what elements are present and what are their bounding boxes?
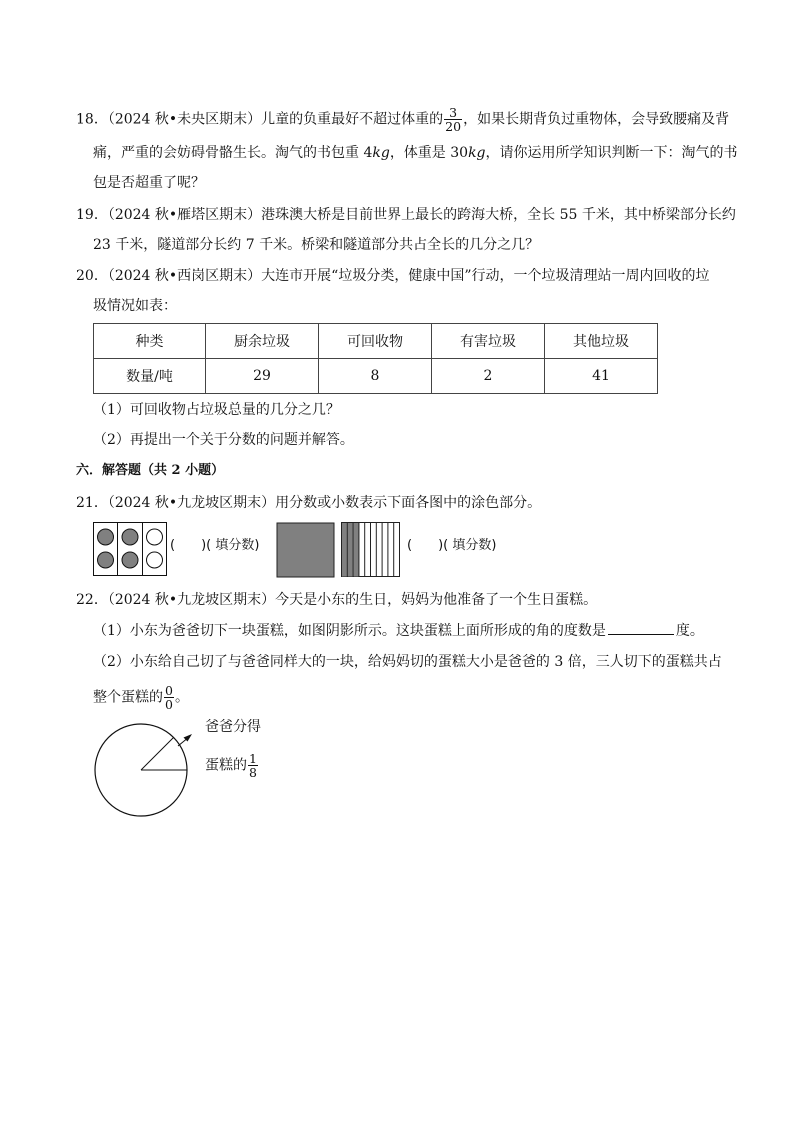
shaded-circle <box>122 529 138 545</box>
table-cell: 41 <box>545 359 658 394</box>
q22-line1 <box>76 590 597 610</box>
q19-line1 <box>76 205 736 225</box>
q22-source: （2024 秋•九龙坡区期末） <box>107 592 276 608</box>
square-figure <box>276 522 336 578</box>
q22-text: 今天是小东的生日，妈妈为他准备了一个生日蛋糕。 <box>275 592 598 608</box>
unit-kg: kg <box>468 145 486 161</box>
q22-sub1 <box>93 620 704 641</box>
q18-text: 痛，严重的会妨碍骨骼生长。淘气的书包重 4 <box>93 145 373 161</box>
q21-number: 21． <box>76 495 108 511</box>
stripes-figure <box>341 522 401 578</box>
table-cell: 数量/吨 <box>94 359 206 394</box>
table-cell: 有害垃圾 <box>432 324 545 359</box>
table-cell: 厨余垃圾 <box>206 324 319 359</box>
answer-blank <box>608 620 674 635</box>
q22-number: 22． <box>76 592 108 608</box>
q19-text: 港珠澳大桥是目前世界上最长的跨海大桥，全长 55 千米，其中桥梁部分长约 <box>261 207 736 223</box>
cake-label-line2 <box>205 752 259 779</box>
q21-line1 <box>76 493 541 513</box>
q19-number: 19． <box>76 207 108 223</box>
q18-text: ，体重是 30 <box>389 145 469 161</box>
q21-source: （2024 秋•九龙坡区期末） <box>107 495 276 511</box>
q18-text: ，如果长期背负过重物体，会导致腰痛及背 <box>463 111 730 128</box>
q20-sub1: （1）可回收物占垃圾总量的几分之几？ <box>93 402 340 418</box>
shaded-square <box>277 523 334 577</box>
empty-circle <box>147 529 163 545</box>
shaded-circle <box>122 552 138 568</box>
q18-fraction <box>444 106 462 133</box>
fraction-numerator: 0 <box>165 683 173 698</box>
table-cell: 种类 <box>94 324 206 359</box>
q21-blank1: ( )( 填分数) <box>170 538 260 553</box>
fraction-denominator: 8 <box>249 765 257 780</box>
q22-sub2: （2）小东给自己切了与爸爸同样大的一块，给妈妈切的蛋糕大小是爸爸的 3 倍，三人切下的蛋糕共占 <box>93 654 722 670</box>
fraction-denominator: 20 <box>445 119 462 134</box>
fraction-denominator: 0 <box>165 697 173 712</box>
cake-figure <box>90 718 200 823</box>
table-row <box>94 359 658 394</box>
q22-fraction <box>164 684 174 711</box>
table-cell: 29 <box>206 359 319 394</box>
table-cell: 其他垃圾 <box>545 324 658 359</box>
table-row <box>94 324 658 359</box>
q20-sub2: （2）再提出一个关于分数的问题并解答。 <box>93 432 354 448</box>
q20-text: 大连市开展“垃圾分类，健康中国”行动，一个垃圾清理站一周内回收的垃 <box>261 268 710 284</box>
q22-sub2-end: 。 <box>174 689 189 706</box>
q18-text: 儿童的负重最好不超过体重的 <box>261 111 444 128</box>
q20-line1 <box>76 266 710 286</box>
cake-label-line1: 爸爸分得 <box>205 719 261 735</box>
shaded-circle <box>98 552 114 568</box>
q18-line3: 包是否超重了呢？ <box>93 175 205 191</box>
q18-source: （2024 秋•未央区期末） <box>107 111 262 128</box>
unit-kg: kg <box>372 145 390 161</box>
q22-sub2-text: 整个蛋糕的 <box>93 689 163 706</box>
table-cell: 2 <box>432 359 545 394</box>
q22-sub2-cont <box>93 684 189 711</box>
section-title: 六．解答题（共 2 小题） <box>76 463 225 478</box>
q20-number: 20． <box>76 268 108 284</box>
fraction-numerator: 1 <box>249 751 257 766</box>
q18-line2 <box>93 143 738 163</box>
circles-figure <box>93 522 168 577</box>
table-cell: 可回收物 <box>319 324 432 359</box>
table-cell: 8 <box>319 359 432 394</box>
fraction-numerator: 3 <box>444 106 462 120</box>
q22-sub1-text: （1）小东为爸爸切下一块蛋糕，如图阴影所示。这块蛋糕上面所形成的角的度数是 <box>93 623 606 639</box>
q19-line2: 23 千米，隧道部分长约 7 千米。桥梁和隧道部分共占全长的几分之几？ <box>93 237 540 253</box>
q18-line1 <box>76 106 729 133</box>
q21-blank2: ( )( 填分数) <box>407 538 497 553</box>
cake-label-text: 蛋糕的 <box>205 757 247 774</box>
q18-text: ，请你运用所学知识判断一下：淘气的书 <box>485 145 738 161</box>
q19-source: （2024 秋•雁塔区期末） <box>107 207 262 223</box>
q21-text: 用分数或小数表示下面各图中的涂色部分。 <box>275 495 542 511</box>
empty-circle <box>147 552 163 568</box>
q22-sub1-unit: 度。 <box>675 623 704 639</box>
q18-number: 18． <box>76 111 108 128</box>
garbage-table <box>93 323 658 394</box>
q20-line2: 圾情况如表： <box>93 298 177 314</box>
cake-cut-line <box>141 738 174 771</box>
q20-source: （2024 秋•西岗区期末） <box>107 268 262 284</box>
shaded-circle <box>98 529 114 545</box>
cake-fraction <box>248 752 258 779</box>
